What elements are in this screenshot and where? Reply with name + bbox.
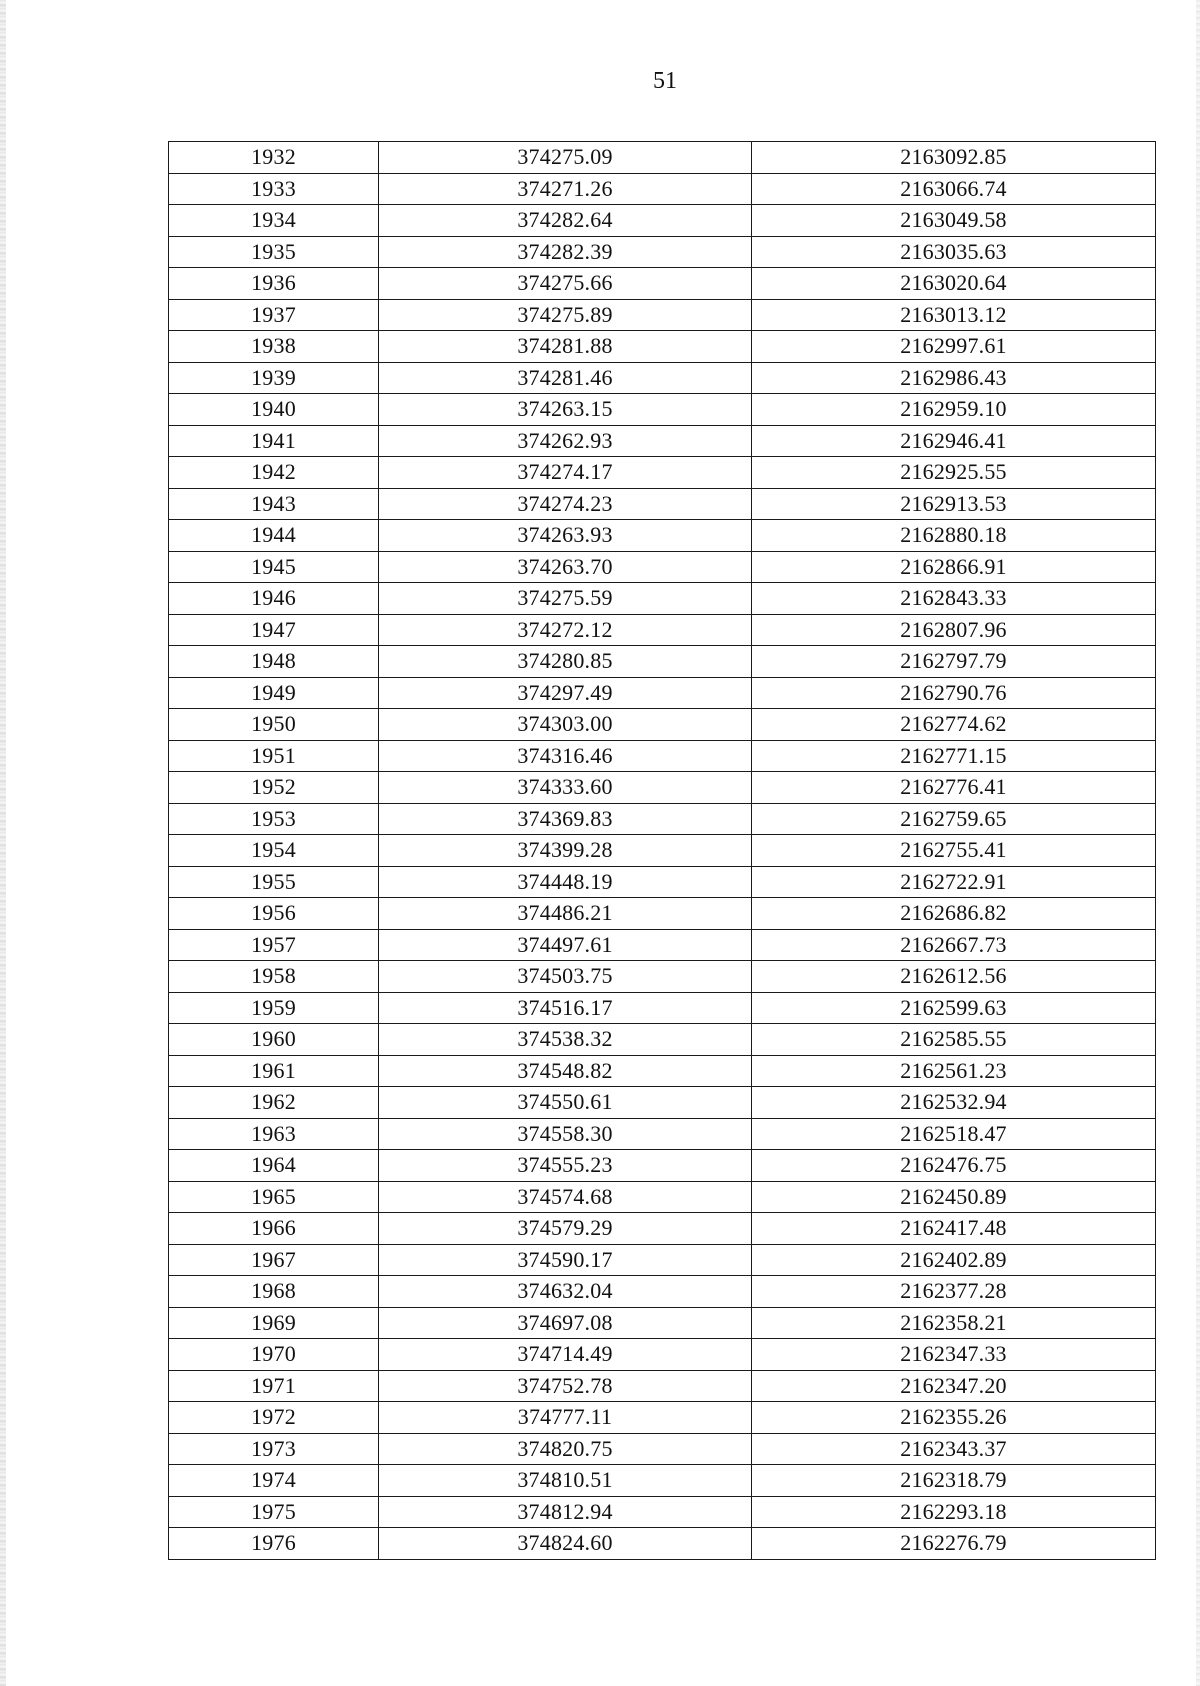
point-number-cell: 1934 — [169, 205, 379, 237]
y-coordinate-cell: 2162790.76 — [752, 677, 1156, 709]
y-coordinate-cell: 2162343.37 — [752, 1433, 1156, 1465]
table-row — [169, 331, 1156, 363]
point-number-cell: 1951 — [169, 740, 379, 772]
x-coordinate-cell: 374275.59 — [379, 583, 752, 615]
scan-right-edge — [1196, 0, 1200, 1686]
x-coordinate-cell: 374516.17 — [379, 992, 752, 1024]
x-coordinate-cell: 374824.60 — [379, 1528, 752, 1560]
table-row — [169, 1213, 1156, 1245]
y-coordinate-cell: 2162377.28 — [752, 1276, 1156, 1308]
table-row — [169, 299, 1156, 331]
x-coordinate-cell: 374297.49 — [379, 677, 752, 709]
x-coordinate-cell: 374333.60 — [379, 772, 752, 804]
y-coordinate-cell: 2163035.63 — [752, 236, 1156, 268]
y-coordinate-cell: 2162318.79 — [752, 1465, 1156, 1497]
point-number-cell: 1939 — [169, 362, 379, 394]
x-coordinate-cell: 374558.30 — [379, 1118, 752, 1150]
table-row — [169, 803, 1156, 835]
point-number-cell: 1959 — [169, 992, 379, 1024]
y-coordinate-cell: 2162925.55 — [752, 457, 1156, 489]
y-coordinate-cell: 2162358.21 — [752, 1307, 1156, 1339]
table-row — [169, 866, 1156, 898]
point-number-cell: 1961 — [169, 1055, 379, 1087]
y-coordinate-cell: 2162771.15 — [752, 740, 1156, 772]
table-row — [169, 1150, 1156, 1182]
table-row — [169, 488, 1156, 520]
x-coordinate-cell: 374275.66 — [379, 268, 752, 300]
y-coordinate-cell: 2162997.61 — [752, 331, 1156, 363]
x-coordinate-cell: 374448.19 — [379, 866, 752, 898]
table-row — [169, 1339, 1156, 1371]
x-coordinate-cell: 374714.49 — [379, 1339, 752, 1371]
table-row — [169, 1465, 1156, 1497]
table-row — [169, 205, 1156, 237]
table-row — [169, 677, 1156, 709]
y-coordinate-cell: 2162667.73 — [752, 929, 1156, 961]
x-coordinate-cell: 374810.51 — [379, 1465, 752, 1497]
y-coordinate-cell: 2162518.47 — [752, 1118, 1156, 1150]
table-row — [169, 614, 1156, 646]
x-coordinate-cell: 374274.23 — [379, 488, 752, 520]
y-coordinate-cell: 2162532.94 — [752, 1087, 1156, 1119]
x-coordinate-cell: 374579.29 — [379, 1213, 752, 1245]
point-number-cell: 1973 — [169, 1433, 379, 1465]
point-number-cell: 1960 — [169, 1024, 379, 1056]
y-coordinate-cell: 2162774.62 — [752, 709, 1156, 741]
y-coordinate-cell: 2163092.85 — [752, 142, 1156, 174]
point-number-cell: 1942 — [169, 457, 379, 489]
y-coordinate-cell: 2162355.26 — [752, 1402, 1156, 1434]
x-coordinate-cell: 374503.75 — [379, 961, 752, 993]
point-number-cell: 1970 — [169, 1339, 379, 1371]
y-coordinate-cell: 2162686.82 — [752, 898, 1156, 930]
y-coordinate-cell: 2162347.33 — [752, 1339, 1156, 1371]
point-number-cell: 1943 — [169, 488, 379, 520]
x-coordinate-cell: 374590.17 — [379, 1244, 752, 1276]
table-row — [169, 961, 1156, 993]
point-number-cell: 1946 — [169, 583, 379, 615]
table-body — [169, 142, 1156, 1560]
point-number-cell: 1974 — [169, 1465, 379, 1497]
table-row — [169, 236, 1156, 268]
x-coordinate-cell: 374280.85 — [379, 646, 752, 678]
table-row — [169, 1118, 1156, 1150]
point-number-cell: 1947 — [169, 614, 379, 646]
y-coordinate-cell: 2163020.64 — [752, 268, 1156, 300]
x-coordinate-cell: 374262.93 — [379, 425, 752, 457]
point-number-cell: 1957 — [169, 929, 379, 961]
point-number-cell: 1935 — [169, 236, 379, 268]
y-coordinate-cell: 2163013.12 — [752, 299, 1156, 331]
point-number-cell: 1949 — [169, 677, 379, 709]
point-number-cell: 1950 — [169, 709, 379, 741]
y-coordinate-cell: 2162722.91 — [752, 866, 1156, 898]
page-number: 51 — [653, 68, 677, 94]
y-coordinate-cell: 2162293.18 — [752, 1496, 1156, 1528]
point-number-cell: 1976 — [169, 1528, 379, 1560]
table-row — [169, 992, 1156, 1024]
x-coordinate-cell: 374275.89 — [379, 299, 752, 331]
y-coordinate-cell: 2162585.55 — [752, 1024, 1156, 1056]
table-row — [169, 1276, 1156, 1308]
x-coordinate-cell: 374399.28 — [379, 835, 752, 867]
table-row — [169, 1496, 1156, 1528]
point-number-cell: 1940 — [169, 394, 379, 426]
x-coordinate-cell: 374281.46 — [379, 362, 752, 394]
table-row — [169, 1244, 1156, 1276]
table-row — [169, 709, 1156, 741]
x-coordinate-cell: 374497.61 — [379, 929, 752, 961]
point-number-cell: 1953 — [169, 803, 379, 835]
coordinates-table — [168, 141, 1156, 1560]
point-number-cell: 1932 — [169, 142, 379, 174]
y-coordinate-cell: 2162276.79 — [752, 1528, 1156, 1560]
table-row — [169, 583, 1156, 615]
y-coordinate-cell: 2163049.58 — [752, 205, 1156, 237]
x-coordinate-cell: 374263.70 — [379, 551, 752, 583]
y-coordinate-cell: 2162776.41 — [752, 772, 1156, 804]
x-coordinate-cell: 374263.15 — [379, 394, 752, 426]
point-number-cell: 1972 — [169, 1402, 379, 1434]
x-coordinate-cell: 374550.61 — [379, 1087, 752, 1119]
table-row — [169, 1307, 1156, 1339]
y-coordinate-cell: 2162402.89 — [752, 1244, 1156, 1276]
y-coordinate-cell: 2162843.33 — [752, 583, 1156, 615]
point-number-cell: 1966 — [169, 1213, 379, 1245]
x-coordinate-cell: 374777.11 — [379, 1402, 752, 1434]
point-number-cell: 1968 — [169, 1276, 379, 1308]
point-number-cell: 1938 — [169, 331, 379, 363]
table-row — [169, 142, 1156, 174]
table-row — [169, 394, 1156, 426]
x-coordinate-cell: 374263.93 — [379, 520, 752, 552]
x-coordinate-cell: 374486.21 — [379, 898, 752, 930]
y-coordinate-cell: 2162347.20 — [752, 1370, 1156, 1402]
x-coordinate-cell: 374281.88 — [379, 331, 752, 363]
point-number-cell: 1963 — [169, 1118, 379, 1150]
table-row — [169, 835, 1156, 867]
y-coordinate-cell: 2162476.75 — [752, 1150, 1156, 1182]
x-coordinate-cell: 374271.26 — [379, 173, 752, 205]
table-row — [169, 772, 1156, 804]
point-number-cell: 1964 — [169, 1150, 379, 1182]
point-number-cell: 1962 — [169, 1087, 379, 1119]
table-row — [169, 520, 1156, 552]
point-number-cell: 1967 — [169, 1244, 379, 1276]
table-row — [169, 268, 1156, 300]
table-row — [169, 457, 1156, 489]
y-coordinate-cell: 2162561.23 — [752, 1055, 1156, 1087]
x-coordinate-cell: 374303.00 — [379, 709, 752, 741]
table-row — [169, 173, 1156, 205]
y-coordinate-cell: 2162612.56 — [752, 961, 1156, 993]
table-row — [169, 551, 1156, 583]
y-coordinate-cell: 2162959.10 — [752, 394, 1156, 426]
table-row — [169, 1402, 1156, 1434]
table-row — [169, 1181, 1156, 1213]
x-coordinate-cell: 374272.12 — [379, 614, 752, 646]
y-coordinate-cell: 2162450.89 — [752, 1181, 1156, 1213]
table-row — [169, 1055, 1156, 1087]
point-number-cell: 1933 — [169, 173, 379, 205]
point-number-cell: 1971 — [169, 1370, 379, 1402]
point-number-cell: 1937 — [169, 299, 379, 331]
point-number-cell: 1975 — [169, 1496, 379, 1528]
y-coordinate-cell: 2162913.53 — [752, 488, 1156, 520]
y-coordinate-cell: 2162807.96 — [752, 614, 1156, 646]
point-number-cell: 1965 — [169, 1181, 379, 1213]
table-row — [169, 362, 1156, 394]
table-row — [169, 646, 1156, 678]
x-coordinate-cell: 374538.32 — [379, 1024, 752, 1056]
table-row — [169, 1087, 1156, 1119]
table-row — [169, 740, 1156, 772]
point-number-cell: 1936 — [169, 268, 379, 300]
point-number-cell: 1958 — [169, 961, 379, 993]
x-coordinate-cell: 374820.75 — [379, 1433, 752, 1465]
table-row — [169, 1528, 1156, 1560]
x-coordinate-cell: 374369.83 — [379, 803, 752, 835]
point-number-cell: 1948 — [169, 646, 379, 678]
x-coordinate-cell: 374282.64 — [379, 205, 752, 237]
table-row — [169, 1024, 1156, 1056]
table-row — [169, 1433, 1156, 1465]
point-number-cell: 1954 — [169, 835, 379, 867]
x-coordinate-cell: 374316.46 — [379, 740, 752, 772]
y-coordinate-cell: 2162417.48 — [752, 1213, 1156, 1245]
point-number-cell: 1952 — [169, 772, 379, 804]
point-number-cell: 1956 — [169, 898, 379, 930]
y-coordinate-cell: 2162759.65 — [752, 803, 1156, 835]
y-coordinate-cell: 2162986.43 — [752, 362, 1156, 394]
x-coordinate-cell: 374697.08 — [379, 1307, 752, 1339]
point-number-cell: 1969 — [169, 1307, 379, 1339]
table-row — [169, 898, 1156, 930]
y-coordinate-cell: 2162797.79 — [752, 646, 1156, 678]
x-coordinate-cell: 374275.09 — [379, 142, 752, 174]
x-coordinate-cell: 374274.17 — [379, 457, 752, 489]
x-coordinate-cell: 374548.82 — [379, 1055, 752, 1087]
table-row — [169, 425, 1156, 457]
point-number-cell: 1955 — [169, 866, 379, 898]
x-coordinate-cell: 374555.23 — [379, 1150, 752, 1182]
x-coordinate-cell: 374574.68 — [379, 1181, 752, 1213]
y-coordinate-cell: 2162866.91 — [752, 551, 1156, 583]
y-coordinate-cell: 2162599.63 — [752, 992, 1156, 1024]
scan-left-edge — [0, 0, 6, 1686]
x-coordinate-cell: 374812.94 — [379, 1496, 752, 1528]
x-coordinate-cell: 374632.04 — [379, 1276, 752, 1308]
table-row — [169, 929, 1156, 961]
table-row — [169, 1370, 1156, 1402]
y-coordinate-cell: 2162880.18 — [752, 520, 1156, 552]
y-coordinate-cell: 2163066.74 — [752, 173, 1156, 205]
y-coordinate-cell: 2162946.41 — [752, 425, 1156, 457]
point-number-cell: 1941 — [169, 425, 379, 457]
point-number-cell: 1944 — [169, 520, 379, 552]
x-coordinate-cell: 374752.78 — [379, 1370, 752, 1402]
point-number-cell: 1945 — [169, 551, 379, 583]
x-coordinate-cell: 374282.39 — [379, 236, 752, 268]
y-coordinate-cell: 2162755.41 — [752, 835, 1156, 867]
